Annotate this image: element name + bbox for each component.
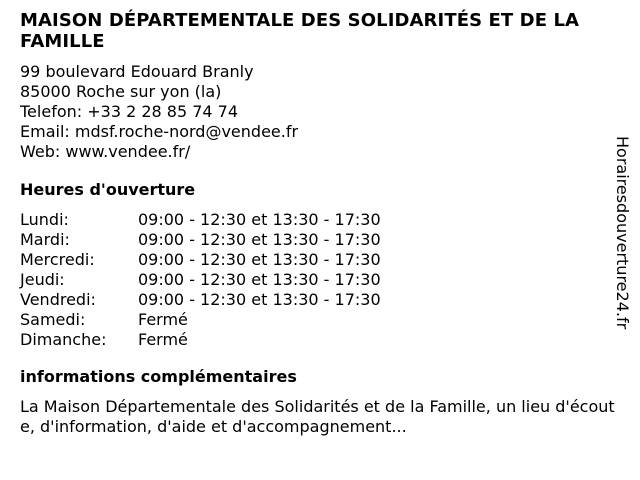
day-time: 09:00 - 12:30 et 13:30 - 17:30 [138,270,381,289]
address-line-1: 99 boulevard Edouard Branly [20,62,254,81]
phone-text: Telefon: +33 2 28 85 74 74 [20,102,239,121]
info-text: La Maison Départementale des Solidarités et de la Famille, un lieu d'écoute, d'information, d'aide et d'accompagnement... [20,397,615,436]
hours-row-sunday [20,330,612,350]
contact-block [20,62,612,162]
day-time: 09:00 - 12:30 et 13:30 - 17:30 [138,250,381,269]
day-label: Samedi: [20,310,86,329]
hours-table [20,210,612,350]
hours-row-wednesday [20,250,612,270]
day-time: Fermé [138,330,188,349]
web-text: Web: www.vendee.fr/ [20,142,191,161]
info-heading: informations complémentaires [20,367,297,386]
day-time: Fermé [138,310,188,329]
site-watermark-label: Horairesdouverture24.fr [613,136,632,330]
day-label: Vendredi: [20,290,96,309]
hours-heading: Heures d'ouverture [20,180,196,199]
address-line-2: 85000 Roche sur yon (la) [20,82,222,101]
hours-row-monday [20,210,612,230]
business-card [20,10,615,437]
day-label: Mardi: [20,230,70,249]
day-label: Dimanche: [20,330,107,349]
page-title: MAISON DÉPARTEMENTALE DES SOLIDARITÉS ET DE LA FAMILLE [20,10,580,52]
hours-row-tuesday [20,230,612,250]
hours-row-saturday [20,310,612,330]
email-text: Email: mdsf.roche-nord@vendee.fr [20,122,299,141]
hours-row-friday [20,290,612,310]
day-time: 09:00 - 12:30 et 13:30 - 17:30 [138,210,381,229]
day-time: 09:00 - 12:30 et 13:30 - 17:30 [138,230,381,249]
day-time: 09:00 - 12:30 et 13:30 - 17:30 [138,290,381,309]
day-label: Mercredi: [20,250,95,269]
hours-row-thursday [20,270,612,290]
day-label: Lundi: [20,210,69,229]
day-label: Jeudi: [20,270,65,289]
